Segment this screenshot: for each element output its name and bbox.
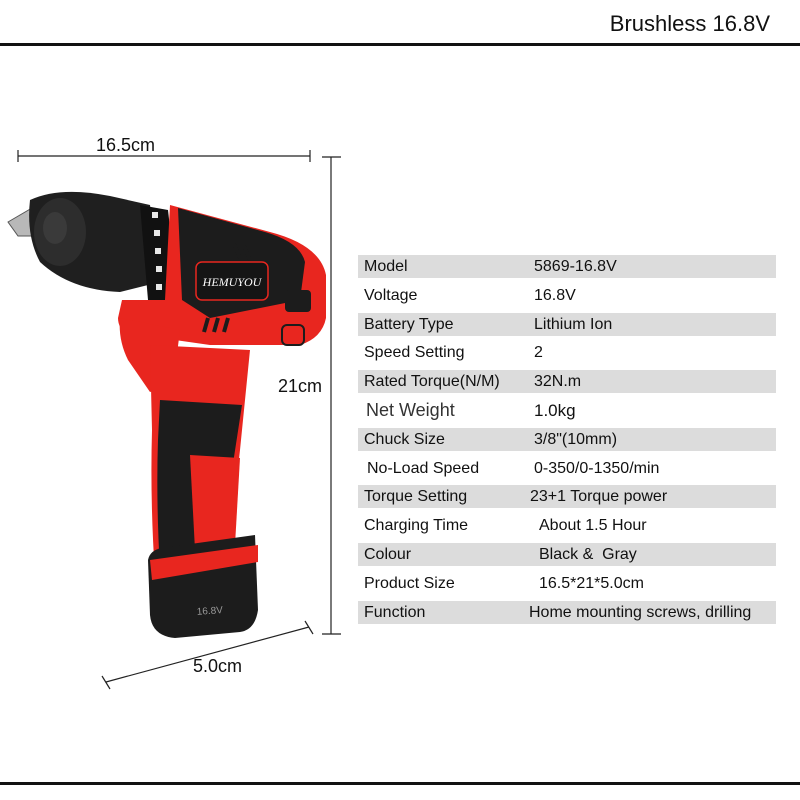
spec-value: 3/8"(10mm): [534, 430, 618, 448]
spec-label: Chuck Size: [364, 430, 445, 448]
spec-value: 16.8V: [534, 286, 576, 304]
spec-value: Lithium Ion: [534, 315, 613, 333]
spec-row-net-weight: [358, 399, 776, 422]
height-dimension-line: [322, 157, 341, 634]
spec-label: Rated Torque(N/M): [364, 373, 500, 391]
spec-value: 5869-16.8V: [534, 258, 617, 275]
spec-label: No-Load Speed: [367, 459, 480, 477]
spec-row-model: [358, 255, 776, 278]
dimension-width-label: 16.5cm: [96, 135, 156, 155]
page-title: Brushless 16.8V: [609, 11, 770, 36]
spec-row-function: [358, 601, 776, 624]
spec-label: Voltage: [364, 286, 418, 304]
spec-row-no-load-speed: [358, 457, 776, 480]
spec-label: Net Weight: [366, 399, 455, 420]
spec-value: 2: [534, 344, 543, 362]
spec-label: Model: [364, 258, 408, 275]
spec-value: About 1.5 Hour: [539, 517, 647, 535]
spec-row-product-size: [358, 572, 776, 595]
bottom-divider: [0, 782, 800, 785]
spec-label: Charging Time: [364, 517, 469, 535]
dimension-height-label: 21cm: [278, 376, 323, 396]
spec-row-torque-setting: [358, 485, 776, 508]
spec-row-speed-setting: [358, 341, 776, 364]
drill-graphic: [8, 192, 326, 638]
spec-label: Product Size: [364, 574, 455, 592]
dimension-depth-label: 5.0cm: [193, 656, 243, 676]
spec-label: Torque Setting: [364, 488, 468, 506]
spec-value: 16.5*21*5.0cm: [539, 574, 644, 592]
spec-row-rated-torque: [358, 370, 776, 393]
spec-label: Battery Type: [364, 315, 454, 333]
spec-row-voltage: [358, 284, 776, 307]
spec-value: 0-350/0-1350/min: [534, 459, 660, 477]
width-dimension-line: [18, 150, 310, 162]
spec-value: Black & Gray: [539, 545, 637, 563]
spec-value: 23+1 Torque power: [530, 488, 668, 506]
spec-value: 1.0kg: [534, 400, 576, 420]
brand-logo-text: HEMUYOU: [202, 275, 262, 289]
spec-table: [358, 255, 776, 629]
spec-row-colour: [358, 543, 776, 566]
spec-label: Speed Setting: [364, 344, 465, 362]
spec-row-chuck-size: [358, 428, 776, 451]
spec-row-charging-time: [358, 514, 776, 537]
battery-label: 16.8V: [196, 605, 224, 618]
spec-value: 32N.m: [534, 373, 582, 391]
spec-value: Home mounting screws, drilling: [529, 603, 752, 621]
spec-label: Colour: [364, 545, 412, 563]
spec-row-battery-type: [358, 313, 776, 336]
spec-label: Function: [364, 603, 426, 621]
